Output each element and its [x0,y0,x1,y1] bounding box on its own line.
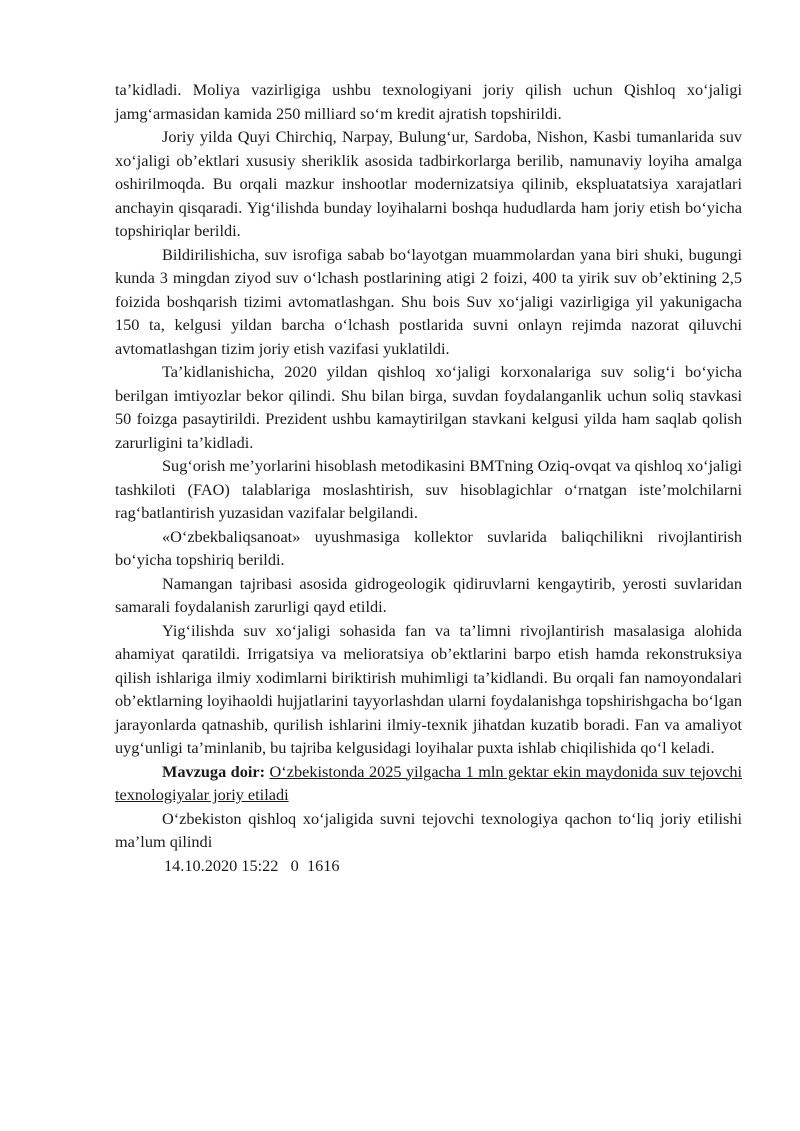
related-teaser[interactable]: O‘zbekiston qishloq xo‘jaligida suvni tejovchi texnologiya qachon to‘liq joriy etilishi ma’lum qilindi [115,808,742,851]
article-meta [115,854,742,878]
article-paragraph: Yig‘ilishda suv xo‘jaligi sohasida fan va ta’limni rivojlantirish masalasiga alohida ahamiyat qaratildi. Irrigatsiya va melioratsiya ob’ektlarini barpo etish hamda rekonstruksiya qilish ishlariga ilmiy xodimlarni biriktirish muhimligi ta’kidlandi. Bu orqali fan namoyondalari ob’ektlarning loyihaoldi hujjatlarini tayyorlashdan ularni foydalanishga topshirishgacha bo‘lgan jarayonlarda qatnashib, qurilish ishlarini ilmiy-texnik jihatdan kuzatib boradi. Fan va amaliyot uyg‘unligi ta’minlanib, bu tajriba kelgusidagi loyihalar puxta ishlab chiqilishida qo‘l keladi. [115,620,742,757]
related-article-link[interactable]: O‘zbekistonda 2025 yilgacha 1 mln gektar ekin maydonida suv tejovchi texnologiyalar joriy etiladi [115,761,743,804]
publish-datetime: 14.10.2020 15:22 [164,855,279,875]
related-article [115,760,742,807]
article-paragraph: Sug‘orish me’yorlarini hisoblash metodikasini BMTning Oziq-ovqat va qishloq xo‘jaligi tashkiloti (FAO) talablariga moslashtirish, suv hisoblagichlar o‘rnatgan iste’molchilarni rag‘batlantirish yuzasidan vazifalar belgilandi. [115,456,742,522]
article-paragraph: Joriy yilda Quyi Chirchiq, Narpay, Bulung‘ur, Sardoba, Nishon, Kasbi tumanlarida suv xo‘jaligi ob’ektlari xususiy sheriklik asosida tadbirkorlarga berilib, namunaviy loyiha amalga oshirilmoqda. Bu orqali mazkur inshootlar modernizatsiya qilinib, ekspluatatsiya xarajatlari anchayin qisqaradi. Yig‘ilishda bunday loyihalarni boshqa hududlarda ham joriy etish bo‘yicha topshiriqlar berildi. [115,127,742,240]
article-paragraph: «O‘zbekbaliqsanoat» uyushmasiga kollektor suvlarida baliqchilikni rivojlantirish bo‘yicha topshiriq berildi. [115,526,742,569]
article-paragraph: Bildirilishicha, suv isrofiga sabab bo‘layotgan muammolardan yana biri shuki, bugungi kunda 3 mingdan ziyod suv o‘lchash postlarining atigi 2 foizi, 400 ta yirik suv ob’ektining 2,5 foizida boshqarish tizimi avtomatlashgan. Shu bois Suv xo‘jaligi vazirligiga yil yakunigacha 150 ta, kelgusi yildan barcha o‘lchash postlarida suvni onlayn rejimda nazorat qiluvchi avtomatlashgan tizim joriy etish vazifasi yuklatildi. [115,244,742,358]
document-page [115,78,742,877]
article-paragraph: ta’kidladi. Moliya vazirligiga ushbu texnologiyani joriy qilish uchun Qishloq xo‘jaligi jamg‘armasidan kamida 250 milliard so‘m kredit ajratish topshirildi. [115,80,742,123]
view-count: 1616 [306,855,340,875]
related-label: Mavzuga doir: [162,761,266,781]
comment-count: 0 [290,855,299,875]
article-paragraph: Ta’kidlanishicha, 2020 yildan qishloq xo‘jaligi korxonalariga suv solig‘i bo‘yicha berilgan imtiyozlar bekor qilindi. Shu bilan birga, suvdan foydalanganlik uchun soliq stavkasi 50 foizga pasaytirildi. Prezident ushbu kamaytirilgan stavkani kelgusi yilda ham saqlab qolish zarurligini ta’kidladi. [115,362,742,452]
article-paragraph: Namangan tajribasi asosida gidrogeologik qidiruvlarni kengaytirib, yerosti suvlaridan samarali foydalanish zarurligi qayd etildi. [115,573,742,616]
